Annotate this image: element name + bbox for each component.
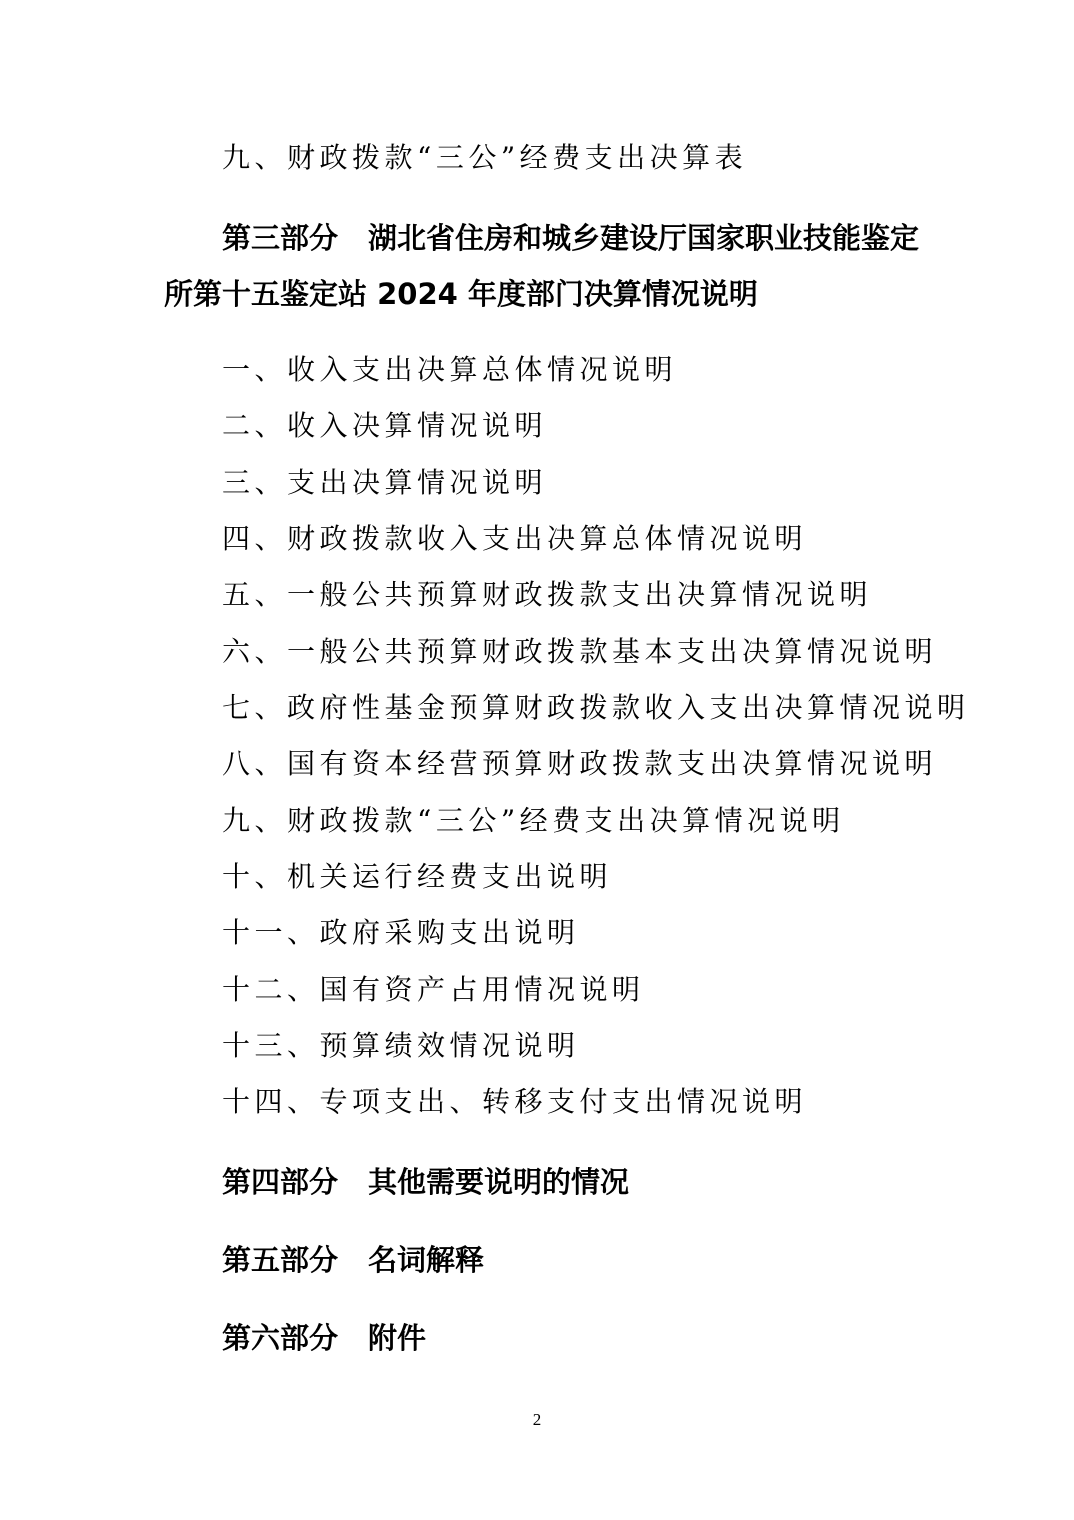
toc-item-part3-3: 三、支出决算情况说明 xyxy=(222,466,548,499)
part4-label: 第四部分 xyxy=(222,1165,339,1199)
toc-item-part3-14: 十四、专项支出、转移支付支出情况说明 xyxy=(222,1085,808,1118)
toc-item-part3-6: 六、一般公共预算财政拨款基本支出决算情况说明 xyxy=(222,635,938,668)
toc-item-part3-12: 十二、国有资产占用情况说明 xyxy=(222,973,645,1006)
toc-item-part2-9: 九、财政拨款“三公”经费支出决算表 xyxy=(222,141,748,174)
toc-item-part3-4: 四、财政拨款收入支出决算总体情况说明 xyxy=(222,522,808,555)
part5-heading xyxy=(222,1240,484,1280)
part6-label: 第六部分 xyxy=(222,1321,339,1355)
toc-item-part3-7: 七、政府性基金预算财政拨款收入支出决算情况说明 xyxy=(222,691,970,724)
toc-item-part3-8: 八、国有资本经营预算财政拨款支出决算情况说明 xyxy=(222,747,938,780)
part3-heading xyxy=(222,218,919,258)
part3-title-line1: 湖北省住房和城乡建设厅国家职业技能鉴定 xyxy=(368,221,920,255)
page-number: 2 xyxy=(532,1410,542,1429)
toc-item-part3-9: 九、财政拨款“三公”经费支出决算情况说明 xyxy=(222,804,845,837)
part3-label: 第三部分 xyxy=(222,221,339,255)
part4-title: 其他需要说明的情况 xyxy=(368,1165,630,1199)
toc-item-part3-1: 一、收入支出决算总体情况说明 xyxy=(222,353,678,386)
part6-heading xyxy=(222,1318,426,1358)
part5-title: 名词解释 xyxy=(368,1243,485,1277)
toc-item-part3-13: 十三、预算绩效情况说明 xyxy=(222,1029,580,1062)
part6-title: 附件 xyxy=(368,1321,427,1355)
part5-label: 第五部分 xyxy=(222,1243,339,1277)
toc-item-part3-2: 二、收入决算情况说明 xyxy=(222,409,548,442)
part3-title-line2: 所第十五鉴定站 2024 年度部门决算情况说明 xyxy=(164,277,758,311)
part4-heading xyxy=(222,1162,629,1202)
toc-item-part3-5: 五、一般公共预算财政拨款支出决算情况说明 xyxy=(222,578,873,611)
toc-item-part3-11: 十一、政府采购支出说明 xyxy=(222,916,580,949)
toc-item-part3-10: 十、机关运行经费支出说明 xyxy=(222,860,613,893)
